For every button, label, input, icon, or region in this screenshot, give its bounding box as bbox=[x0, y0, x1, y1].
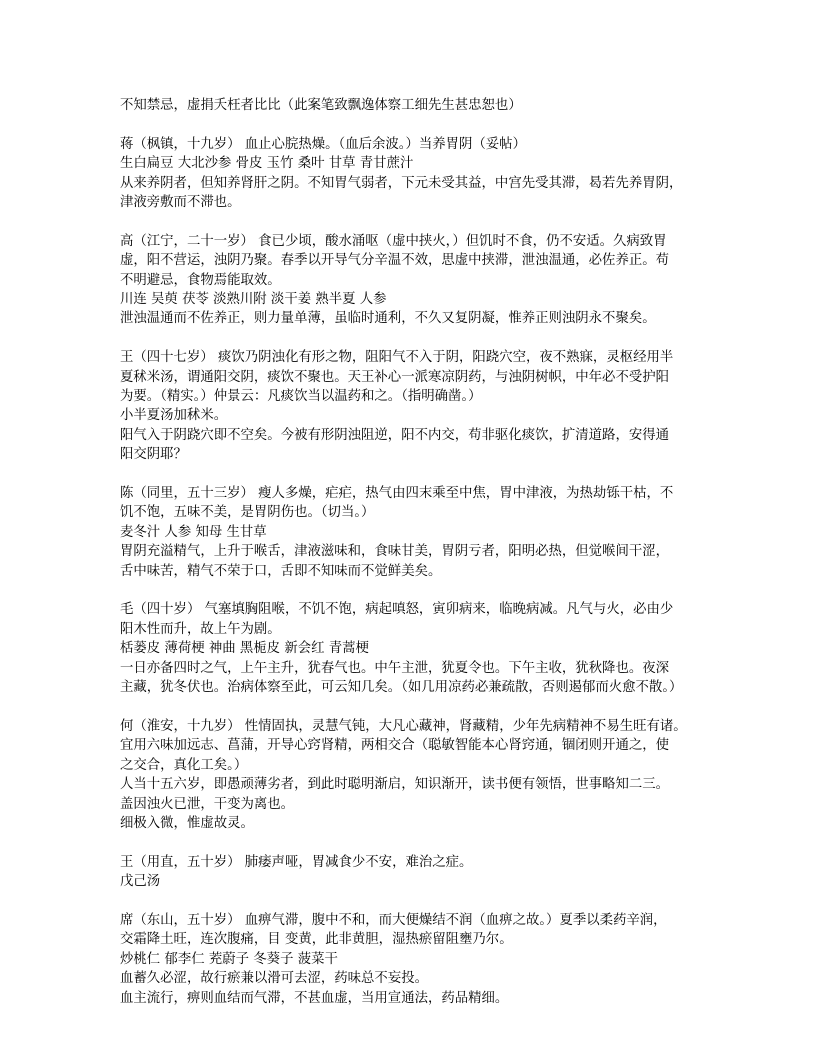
blank-line bbox=[120, 892, 696, 911]
prescription-line: 戊己汤 bbox=[120, 874, 161, 890]
commentary-line: 盖因浊火已泄，干变为离也。 bbox=[120, 796, 295, 812]
text-line: 之交合，真化工矣。） bbox=[120, 757, 248, 773]
text-line: 宜用六味加远志、菖蒲，开导心窍肾精，两相交合（聪敏智能本心肾窍通，锢闭则开通之，使 bbox=[120, 738, 670, 754]
case-heading: 席（东山，五十岁） 血痹气滞，腹中不和，而大便燥结不润（血痹之故。）夏季以柔药辛润， bbox=[120, 912, 667, 928]
blank-line bbox=[120, 465, 696, 484]
prescription-line: 小半夏汤加秫米。 bbox=[120, 408, 228, 424]
case-heading: 陈（同里，五十三岁） 瘦人多燥，疟疟，热气由四末乘至中焦，胃中津液，为热劫铄干枯，不 bbox=[120, 486, 674, 502]
prescription-line: 川连 吴萸 茯苓 淡熟川附 淡干姜 熟半夏 人参 bbox=[120, 292, 387, 308]
text-line: 阳木性而升，故上午为剧。 bbox=[120, 621, 281, 637]
blank-line bbox=[120, 115, 696, 134]
text-line: 为要。（精实。）仲景云：凡痰饮当以温药和之。（指明确凿。） bbox=[120, 389, 482, 405]
commentary-line: 主藏，犹冬伏也。治病体察至此，可云知几矣。（如几用凉药必兼疏散，否则遏郁而火愈不散。） bbox=[120, 680, 683, 696]
case-heading: 高（江宁，二十一岁） 食已少顷，酸水涌呕（虚中挟火，）但饥时不食，仍不安适。久病致胃 bbox=[120, 233, 667, 249]
blank-line bbox=[120, 581, 696, 600]
prescription-line: 麦冬汁 人参 知母 生甘草 bbox=[120, 524, 267, 540]
case-heading: 蒋（枫镇，十九岁） 血止心脘热燥。（血后余波。）当养胃阴（妥帖） bbox=[120, 136, 526, 152]
document-body bbox=[120, 96, 696, 1008]
blank-line bbox=[120, 833, 696, 852]
commentary-line: 从来养阴者，但知养肾肝之阴。不知胃气弱者，下元未受其益，中宫先受其滞，曷若先养胃阴， bbox=[120, 175, 683, 191]
commentary-line: 血主流行，痹则血结而气滞，不甚血虚，当用宣通法，药品精细。 bbox=[120, 990, 509, 1006]
case-heading: 王（用直，五十岁） 肺痿声哑，胃减食少不安，难治之症。 bbox=[120, 854, 473, 870]
prescription-line: 炒桃仁 郁李仁 茺蔚子 冬葵子 菠菜干 bbox=[120, 951, 338, 967]
commentary-line: 泄浊温通而不佐养正，则力量单薄，虽临时通利，不久又复阴凝，惟养正则浊阴永不聚矣。 bbox=[120, 311, 656, 327]
commentary-line: 阳交阴耶？ bbox=[120, 447, 187, 463]
case-heading: 何（淮安，十九岁） 性情固执，灵慧气钝，大凡心藏神，肾藏精，少年先病精神不易生旺有诸。 bbox=[120, 718, 687, 734]
commentary-line: 阳气入于阴跷穴即不空矣。今被有形阴浊阻逆，阳不内交，苟非驱化痰饮，扩清道路，安得通 bbox=[120, 427, 670, 443]
commentary-line: 胃阴充溢精气，上升于喉舌，津液滋味和，食味甘美，胃阴亏者，阳明必热，但觉喉间干涩， bbox=[120, 544, 670, 560]
text-line: 虚，阳不营运，浊阴乃聚。春季以开导气分辛温不效，思虚中挟滞，泄浊温通，必佐养正。苟 bbox=[120, 253, 670, 269]
blank-line bbox=[120, 212, 696, 231]
case-heading: 毛（四十岁） 气塞填胸阻喉，不饥不饱，病起嗔怒，寅卯病来，临晚病减。凡气与火，必由少 bbox=[120, 602, 674, 618]
text-line: 不知禁忌，虚捐夭枉者比比（此案笔致飘逸体察工细先生甚忠恕也） bbox=[120, 98, 522, 113]
commentary-line: 一日亦备四时之气，上午主升，犹春气也。中午主泄，犹夏令也。下午主收，犹秋降也。夜深 bbox=[120, 660, 670, 676]
commentary-line: 细极入微，惟虚故灵。 bbox=[120, 815, 254, 831]
commentary-line: 血蓄久必涩，故行瘀兼以滑可去涩，药味总不妄投。 bbox=[120, 971, 428, 987]
commentary-line: 舌中味苦，精气不荣于口，舌即不知味而不觉鲜美矣。 bbox=[120, 563, 442, 579]
prescription-line: 栝蒌皮 薄荷梗 神曲 黑栀皮 新会红 青蒿梗 bbox=[120, 641, 369, 657]
prescription-line: 生白扁豆 大北沙参 骨皮 玉竹 桑叶 甘草 青甘蔗汁 bbox=[120, 156, 414, 172]
text-line: 饥不饱，五味不美，是胃阴伤也。（切当。） bbox=[120, 505, 375, 521]
commentary-line: 津液旁敷而不滞也。 bbox=[120, 195, 241, 211]
commentary-line: 人当十五六岁，即愚顽薄劣者，到此时聪明渐启，知识渐开，读书便有领悟，世事略知二三。 bbox=[120, 777, 670, 793]
blank-line bbox=[120, 698, 696, 717]
blank-line bbox=[120, 329, 696, 348]
text-line: 不明避忌，食物焉能取效。 bbox=[120, 272, 281, 288]
case-heading: 王（四十七岁） 痰饮乃阴浊化有形之物，阻阳气不入于阴，阳跷穴空，夜不熟寐，灵枢经用半 bbox=[120, 350, 674, 366]
text-line: 交霜降土旺，连次腹痛，目 变黄，此非黄胆，湿热瘀留阻壅乃尔。 bbox=[120, 932, 513, 948]
text-line: 夏秫米汤，谓通阳交阴，痰饮不聚也。天王补心一派寒凉阴药，与浊阴树帜，中年必不受护阳 bbox=[120, 369, 670, 385]
